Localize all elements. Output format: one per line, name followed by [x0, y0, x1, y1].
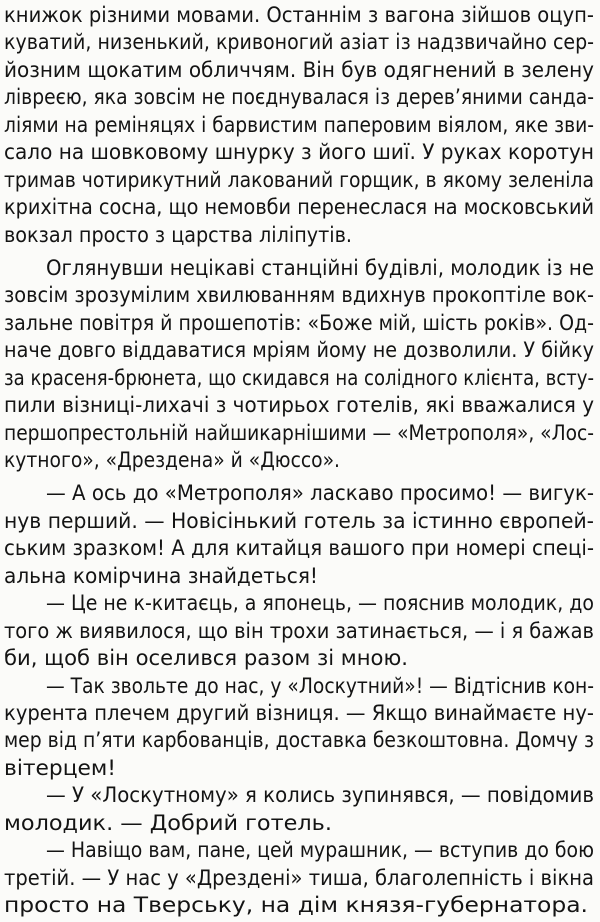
line-text: вітерцем!: [4, 755, 116, 781]
line-text: нув перший. — Новісінький готель за істинно європей-: [4, 508, 594, 534]
text-line: [0, 29, 600, 56]
line-text: курента плечем другий візниця. — Якщо винаймаєте ну-: [4, 700, 594, 726]
text-line: [0, 508, 600, 535]
line-text: альна комірчина знайдеться!: [4, 563, 318, 589]
text-line: [0, 782, 600, 809]
text-line: [0, 810, 600, 837]
text-line: [0, 282, 600, 309]
text-line: [0, 84, 600, 111]
line-text: за красеня-брюнета, що скидався на солідного клієнта, всту-: [4, 365, 595, 391]
text-line: [0, 194, 600, 221]
line-text: того ж виявилося, що він трохи затинається, — і я бажав: [4, 618, 594, 644]
text-line: [0, 392, 600, 419]
line-text: ліями на реміняцях і барвистим паперовим віялом, яке зви-: [4, 112, 594, 138]
text-line: [0, 337, 600, 364]
text-line: [0, 618, 600, 645]
line-text: куватий, низенький, кривоногий азіат із надзвичайно сер-: [4, 30, 595, 56]
line-text: — Так звольте до нас, у «Лоскутний»! — Відтіснив кон-: [46, 673, 595, 699]
line-text: крихітна сосна, що немовби перенеслася на московський: [4, 195, 595, 221]
text-line: [0, 255, 600, 282]
text-line: [0, 112, 600, 139]
line-text: — Це не к-китаєць, а японець, — пояснив молодик, до: [46, 591, 595, 617]
text-line: [0, 727, 600, 754]
text-line: [0, 57, 600, 84]
line-text: лівреєю, яка зовсім не поєднувалася із дерев’яними санда-: [4, 85, 594, 111]
line-text: мер від п’яти карбованців, доставка безкоштовна. Домчу з: [4, 728, 594, 754]
text-line: [0, 365, 600, 392]
line-text: зальне повітря й прошепотів: «Боже мій, шість років». Од-: [4, 310, 595, 336]
line-text: ським зразком! А для китайця вашого при номері спеці-: [4, 536, 595, 562]
text-line: [0, 480, 600, 507]
text-line: [0, 222, 600, 249]
line-text: вокзал просто з царства ліліпутів.: [4, 222, 352, 248]
text-line: [0, 673, 600, 700]
line-text: йозним щокатим обличчям. Він був одягнений в зелену: [4, 57, 594, 83]
text-line: [0, 139, 600, 166]
line-text: Оглянувши нецікаві станційні будівлі, молодик із не: [46, 255, 594, 281]
text-line: [0, 865, 600, 892]
text-line: [0, 535, 600, 562]
text-line: [0, 892, 600, 919]
text-line: [0, 167, 600, 194]
line-text: сало на шовковому шнурку з його шиї. У руках коротун: [4, 140, 594, 166]
line-text: молодик. — Добрий готель.: [4, 810, 332, 836]
text-line: [0, 645, 600, 672]
text-line: [0, 2, 600, 29]
text-line: [0, 563, 600, 590]
text-line: [0, 700, 600, 727]
line-text: зовсім зрозумілим хвилюванням вдихнув прокоптіле вок-: [4, 283, 595, 309]
line-text: — Навіщо вам, пане, цей мурашник, — вступив до бою: [46, 838, 594, 864]
line-text: книжок різними мовами. Останнім з вагона зійшов оцуп-: [4, 3, 595, 28]
line-text: — У «Лоскутному» я колись зупинявся, — повідомив: [46, 783, 594, 809]
text-line: [0, 420, 600, 447]
line-text: просто на Тверську, на дім князя-губернатора.: [4, 893, 588, 918]
line-text: — А ось до «Метрополя» ласкаво просимо! — вигук-: [46, 481, 595, 507]
text-line: [0, 310, 600, 337]
line-text: третій. — У нас у «Дрездені» тиша, благолепність і вікна: [4, 865, 594, 891]
line-text: би, щоб він оселився разом зі мною.: [4, 646, 408, 672]
line-text: наче довго віддаватися мріям йому не дозволили. У бійку: [4, 338, 594, 364]
text-line: [0, 837, 600, 864]
line-text: пили візниці-лихачі з чотирьох готелів, які вважалися у: [4, 393, 595, 419]
text-line: [0, 755, 600, 782]
line-text: тримав чотирикутний лакований горщик, в якому зеленіла: [4, 167, 595, 193]
text-line: [0, 590, 600, 617]
line-text: кутного», «Дрездена» й «Дюссо».: [4, 448, 341, 473]
line-text: першопрестольній найшикарнішими — «Метрополя», «Лос-: [4, 420, 595, 446]
text-line: [0, 447, 600, 474]
